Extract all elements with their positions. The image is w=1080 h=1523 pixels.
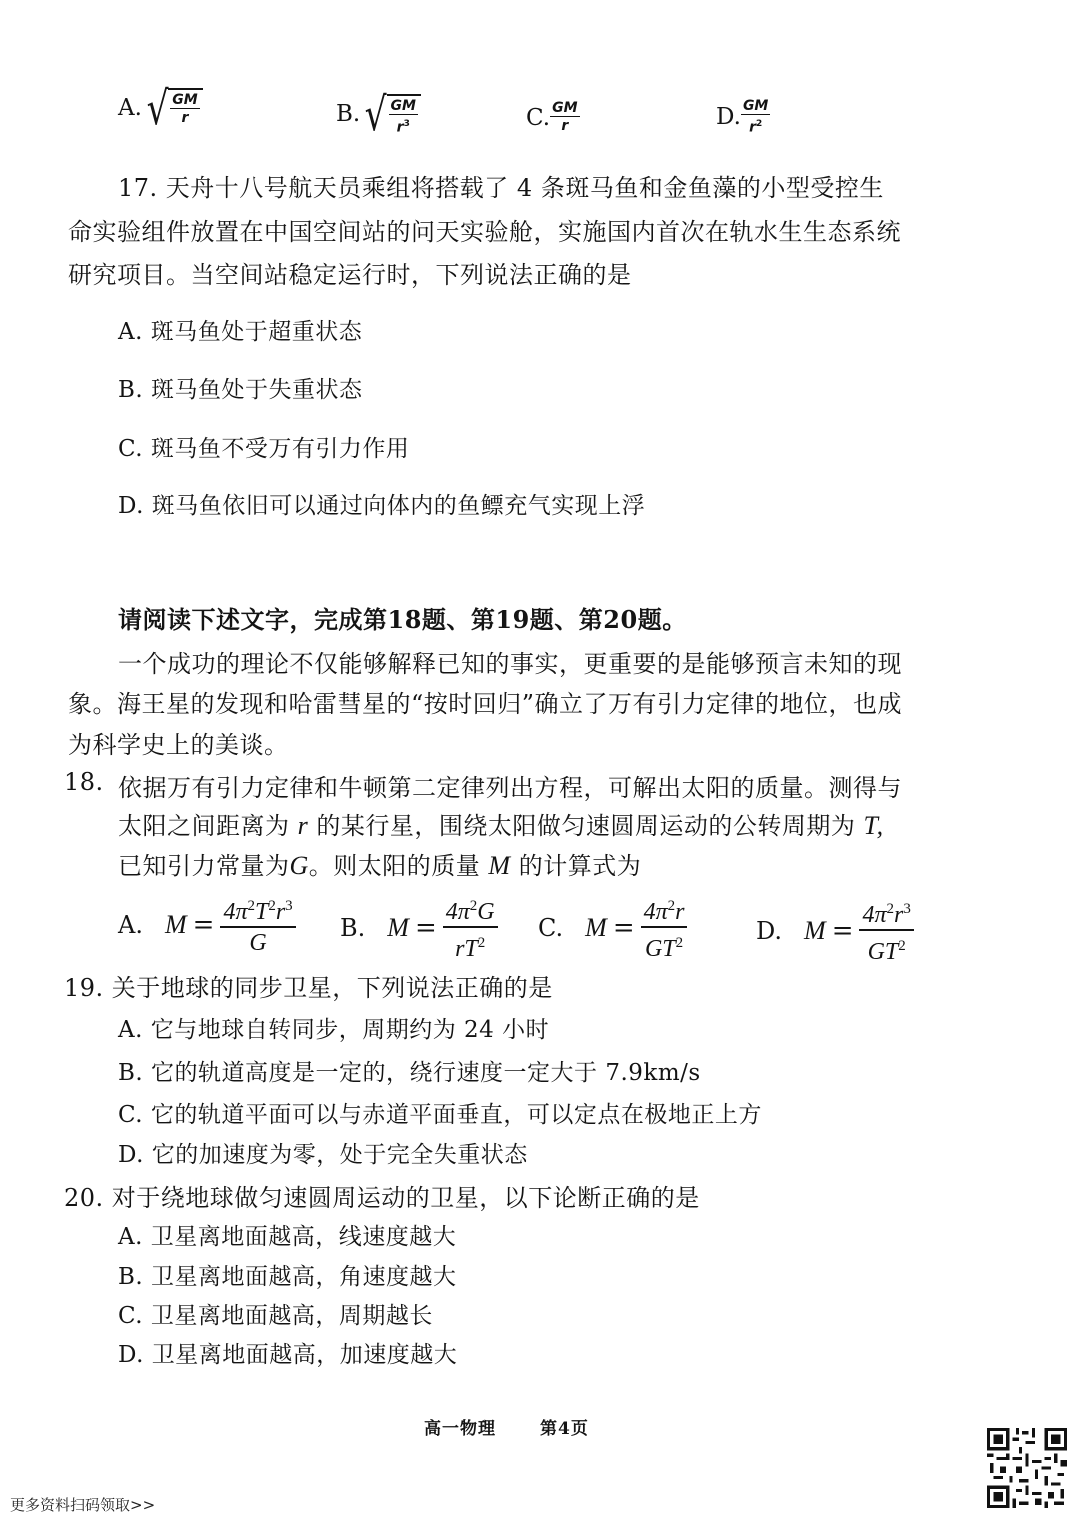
- q16-option-a: [118, 82, 203, 134]
- q19-stem: 19. 关于地球的同步卫星，下列说法正确的是: [64, 974, 553, 1002]
- reading-title: 请阅读下述文字，完成第18题、第19题、第20题。: [118, 605, 687, 634]
- q18-option-a: A. M = $\frac{4\pi^2T^2r^3}{G}$: [118, 892, 296, 958]
- fraction: $\frac{4\pi^2r}{GT^2}$: [641, 892, 688, 964]
- q18-option-c: C. M = $\frac{4\pi^2r}{GT^2}$: [538, 892, 687, 964]
- option-label: A.: [118, 95, 142, 121]
- q17-option-a: A. 斑马鱼处于超重状态: [118, 319, 363, 345]
- q17-option-c: C. 斑马鱼不受万有引力作用: [118, 436, 410, 462]
- option-label: D.: [716, 104, 741, 131]
- radical-sign: √ $\frac{GM}{r^3}$: [361, 88, 421, 140]
- fraction: $\frac{4\pi^2r^3}{GT^2}$: [859, 895, 913, 967]
- fraction: $\frac{GM}{r^2}$: [742, 98, 769, 136]
- option-label: B.: [336, 101, 361, 127]
- q18-stem-line-1: 依据万有引力定律和牛顿第二定律列出方程，可解出太阳的质量。测得与: [118, 774, 902, 802]
- q19-option-c: C. 它的轨道平面可以与赤道平面垂直，可以定点在极地正上方: [118, 1102, 762, 1128]
- q16-option-b: [336, 88, 421, 140]
- q19-option-a: A. 它与地球自转同步，周期约为 24 小时: [118, 1017, 550, 1043]
- fraction: $\frac{GM}{r^3}$: [390, 98, 416, 136]
- q18-option-d: D. M = $\frac{4\pi^2r^3}{GT^2}$: [756, 895, 914, 967]
- reading-line-2: 象。海王星的发现和哈雷彗星的“按时回归”确立了万有引力定律的地位，也成: [68, 690, 903, 718]
- fraction: $\frac{4\pi^2T^2r^3}{G}$: [220, 892, 295, 958]
- q18-number: 18.: [64, 768, 104, 796]
- q20-option-a: A. 卫星离地面越高，线速度越大: [118, 1224, 457, 1250]
- q20-stem: 20. 对于绕地球做匀速圆周运动的卫星，以下论断正确的是: [64, 1184, 700, 1212]
- fraction: $\frac{GM}{r}$: [172, 92, 198, 126]
- q16-option-c: [526, 100, 580, 135]
- qr-code-icon[interactable]: [987, 1428, 1067, 1508]
- reading-line-1: 一个成功的理论不仅能够解释已知的事实，更重要的是能够预言未知的现: [118, 650, 902, 678]
- q20-option-c: C. 卫星离地面越高，周期越长: [118, 1303, 433, 1329]
- fraction: $\frac{4\pi^2G}{rT^2}$: [443, 892, 498, 964]
- footer-subject: 高一物理: [424, 1419, 496, 1439]
- footer-page-number: 第4页: [540, 1419, 589, 1439]
- q18-stem-line-2: 太阳之间距离为 r 的某行星，围绕太阳做匀速圆周运动的公转周期为 T,: [118, 811, 884, 840]
- q17-stem-line-1: 17. 天舟十八号航天员乘组将搭载了 4 条斑马鱼和金鱼藻的小型受控生: [118, 174, 884, 202]
- option-label: C.: [526, 104, 551, 131]
- radical-sign: √ $\frac{GM}{r}$: [143, 82, 203, 134]
- fraction: $\frac{GM}{r}$: [552, 100, 578, 134]
- q20-option-d: D. 卫星离地面越高，加速度越大: [118, 1342, 458, 1368]
- q18-option-b: B. M = $\frac{4\pi^2G}{rT^2}$: [340, 892, 498, 964]
- resource-link[interactable]: 更多资料扫码领取>>: [10, 1496, 156, 1514]
- q17-option-b: B. 斑马鱼处于失重状态: [118, 377, 363, 403]
- q17-option-d: D. 斑马鱼依旧可以通过向体内的鱼鳔充气实现上浮: [118, 493, 646, 519]
- q17-stem-line-2: 命实验组件放置在中国空间站的问天实验舱，实施国内首次在轨水生生态系统: [68, 218, 901, 246]
- q19-option-b: B. 它的轨道高度是一定的，绕行速度一定大于 7.9km/s: [118, 1060, 701, 1086]
- q20-option-b: B. 卫星离地面越高，角速度越大: [118, 1264, 457, 1290]
- q17-stem-line-3: 研究项目。当空间站稳定运行时，下列说法正确的是: [68, 261, 632, 289]
- q18-stem-line-3: 已知引力常量为G。则太阳的质量 M 的计算式为: [118, 851, 642, 880]
- q16-option-d: [716, 98, 770, 137]
- q19-option-d: D. 它的加速度为零，处于完全失重状态: [118, 1142, 528, 1168]
- reading-line-3: 为科学史上的美谈。: [68, 731, 289, 759]
